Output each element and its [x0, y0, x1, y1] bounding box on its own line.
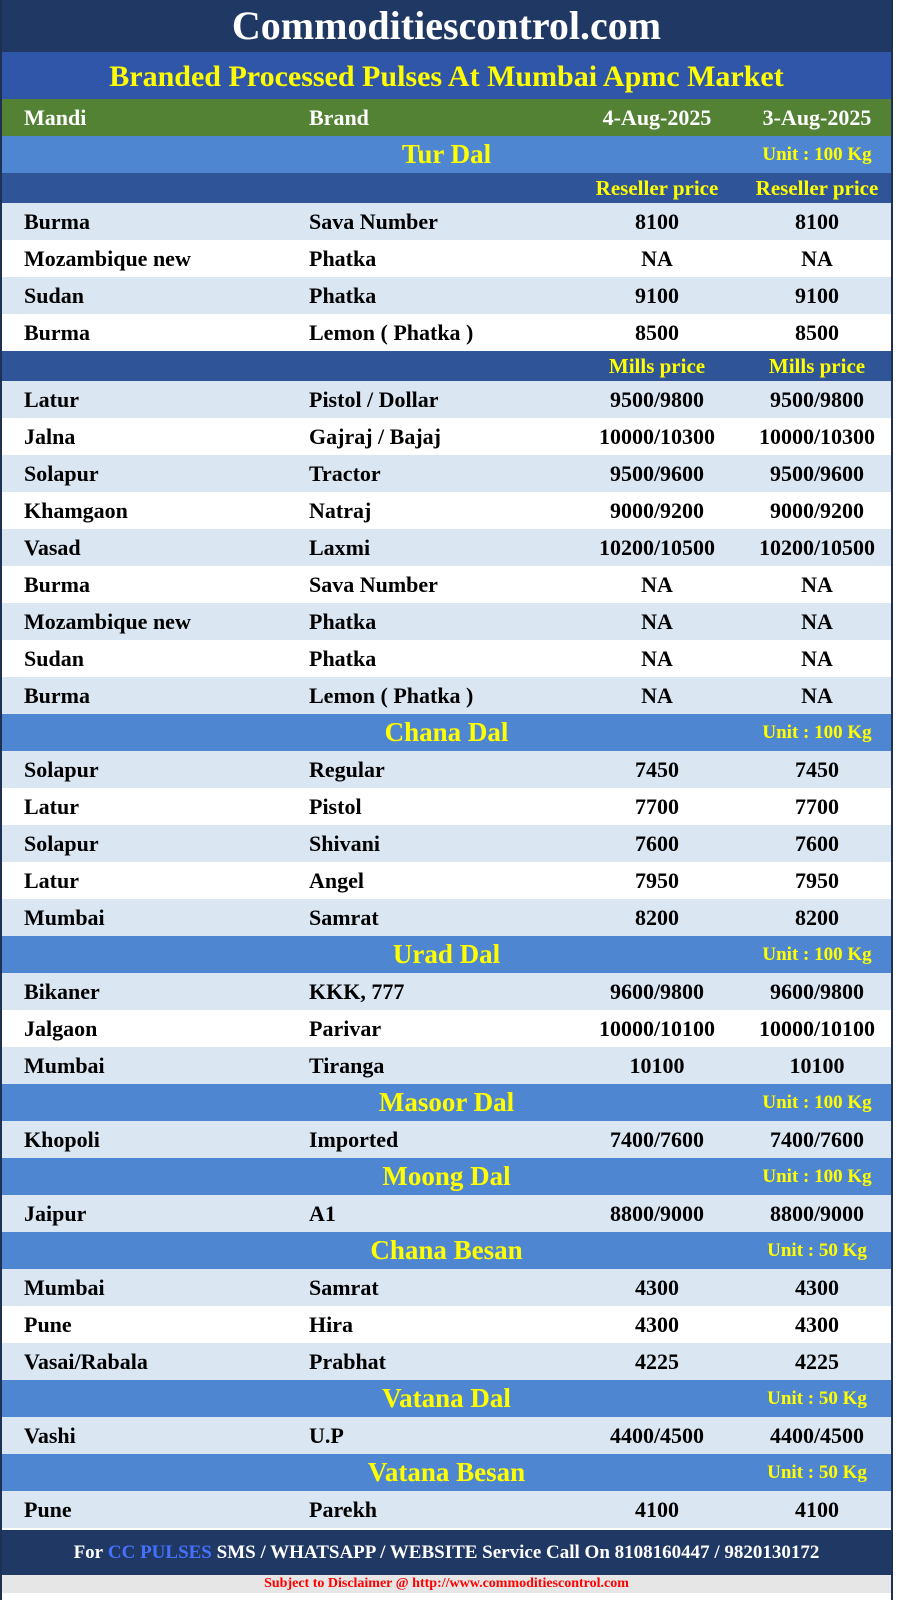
header-date-2: 3-Aug-2025 — [762, 104, 872, 130]
cell-price-date-1: NA — [641, 645, 673, 671]
cell-brand: Lemon ( Phatka ) — [309, 682, 474, 708]
section-unit: Unit : 100 Kg — [762, 721, 872, 743]
cell-mandi: Mumbai — [24, 1052, 105, 1078]
section-title: Chana Dal — [384, 717, 509, 747]
cell-price-date-2: 9500/9800 — [769, 386, 865, 412]
cell-price-date-2: 4300 — [795, 1311, 839, 1337]
cell-brand: Pistol / Dollar — [309, 386, 439, 412]
cell-mandi: Vashi — [24, 1422, 76, 1448]
cell-mandi: Latur — [24, 386, 79, 412]
cell-price-date-2: 10200/10500 — [758, 534, 876, 560]
section-unit: Unit : 100 Kg — [762, 943, 872, 965]
table-row — [2, 240, 891, 277]
cell-price-date-1: NA — [641, 608, 673, 634]
section-unit: Unit : 50 Kg — [767, 1461, 867, 1483]
cell-price-date-1: 9000/9200 — [609, 497, 705, 523]
cell-mandi: Sudan — [24, 645, 84, 671]
cell-mandi: Mumbai — [24, 1274, 105, 1300]
header-date-1: 4-Aug-2025 — [602, 104, 712, 130]
cell-brand: Regular — [309, 756, 385, 782]
cell-brand: Phatka — [309, 608, 377, 634]
table-group-vatana-besan — [2, 1491, 891, 1528]
table-row — [2, 529, 891, 566]
cell-mandi: Pune — [24, 1311, 72, 1337]
section-title: Urad Dal — [392, 939, 501, 969]
cell-price-date-2: 4225 — [795, 1348, 839, 1374]
table-row — [2, 1491, 891, 1528]
table-row — [2, 492, 891, 529]
cell-mandi: Latur — [24, 793, 79, 819]
cell-price-date-2: 4400/4500 — [769, 1422, 865, 1448]
footer-highlight: CC PULSES — [107, 1541, 212, 1563]
cell-price-date-2: 8100 — [795, 208, 839, 234]
table-row — [2, 1010, 891, 1047]
section-unit: Unit : 100 Kg — [762, 1165, 872, 1187]
footer-prefix: For — [73, 1541, 104, 1563]
cell-price-date-1: 4400/4500 — [609, 1422, 705, 1448]
cell-mandi: Jaipur — [24, 1200, 87, 1226]
section-title: Chana Besan — [370, 1235, 523, 1265]
section-title: Vatana Dal — [382, 1383, 511, 1413]
cell-brand: Shivani — [309, 830, 380, 856]
section-tur-dal — [2, 136, 891, 173]
subheader-label: Mills price — [608, 353, 706, 378]
table-group-tur-mills — [2, 381, 891, 714]
cell-price-date-2: NA — [801, 682, 833, 708]
section-unit: Unit : 50 Kg — [767, 1387, 867, 1409]
subheader-label: Reseller price — [595, 175, 719, 200]
table-group-moong-dal — [2, 1195, 891, 1232]
cell-price-date-2: 8500 — [795, 319, 839, 345]
section-unit: Unit : 100 Kg — [762, 143, 872, 165]
cell-brand: Lemon ( Phatka ) — [309, 319, 474, 345]
cell-mandi: Jalgaon — [24, 1015, 98, 1041]
header-mandi: Mandi — [24, 104, 87, 130]
section-vatana-dal — [2, 1380, 891, 1417]
section-chana-dal — [2, 714, 891, 751]
table-row — [2, 1306, 891, 1343]
cell-price-date-2: 4100 — [795, 1496, 839, 1522]
cell-brand: Samrat — [309, 904, 379, 930]
cell-price-date-2: 9500/9600 — [769, 460, 865, 486]
cell-brand: Phatka — [309, 282, 377, 308]
cell-price-date-2: 4300 — [795, 1274, 839, 1300]
footer-text: SMS / WHATSAPP / WEBSITE Service Call On 8108160447 / 9820130172 — [216, 1541, 820, 1563]
cell-brand: A1 — [309, 1200, 336, 1226]
cell-brand: Parivar — [309, 1015, 382, 1041]
cell-mandi: Mozambique new — [24, 245, 191, 271]
cell-price-date-1: 4100 — [635, 1496, 679, 1522]
table-row — [2, 1417, 891, 1454]
cell-mandi: Vasai/Rabala — [24, 1348, 148, 1374]
cell-price-date-2: 10000/10100 — [758, 1015, 876, 1041]
cell-price-date-2: NA — [801, 645, 833, 671]
cell-mandi: Vasad — [24, 534, 81, 560]
cell-brand: Laxmi — [309, 534, 371, 560]
section-title: Tur Dal — [401, 139, 492, 169]
subheader-mills-price — [2, 351, 891, 381]
cell-price-date-1: 7950 — [635, 867, 679, 893]
cell-brand: Prabhat — [309, 1348, 386, 1374]
section-vatana-besan — [2, 1454, 891, 1491]
cell-mandi: Jalna — [24, 423, 76, 449]
disclaimer-text: Subject to Disclaimer @ http://www.commoditiescontrol.com — [2, 1575, 891, 1593]
cell-price-date-1: 8800/9000 — [609, 1200, 705, 1226]
table-row — [2, 677, 891, 714]
cell-price-date-2: NA — [801, 608, 833, 634]
cell-brand: Pistol — [309, 793, 362, 819]
cell-price-date-1: 9100 — [635, 282, 679, 308]
cell-price-date-2: NA — [801, 571, 833, 597]
table-row — [2, 862, 891, 899]
cell-mandi: Burma — [24, 682, 90, 708]
table-group-chana-dal — [2, 751, 891, 936]
cell-price-date-2: 7450 — [795, 756, 839, 782]
table-row — [2, 566, 891, 603]
cell-mandi: Burma — [24, 208, 90, 234]
cell-price-date-1: 10000/10100 — [598, 1015, 716, 1041]
cell-brand: Tiranga — [309, 1052, 385, 1078]
table-group-tur-reseller — [2, 203, 891, 351]
cell-price-date-1: 10100 — [629, 1052, 685, 1078]
cell-mandi: Bikaner — [24, 978, 100, 1004]
cell-price-date-2: NA — [801, 245, 833, 271]
footer-contact-bar — [2, 1528, 891, 1575]
cell-brand: Samrat — [309, 1274, 379, 1300]
cell-brand: Sava Number — [309, 208, 438, 234]
cell-price-date-2: 8800/9000 — [769, 1200, 865, 1226]
cell-price-date-1: 7400/7600 — [609, 1126, 705, 1152]
section-title: Masoor Dal — [378, 1087, 515, 1117]
table-row — [2, 973, 891, 1010]
cell-mandi: Solapur — [24, 756, 99, 782]
table-group-vatana-dal — [2, 1417, 891, 1454]
cell-mandi: Mozambique new — [24, 608, 191, 634]
cell-price-date-2: 9100 — [795, 282, 839, 308]
cell-brand: Tractor — [309, 460, 381, 486]
cell-brand: Phatka — [309, 245, 377, 271]
table-row — [2, 1195, 891, 1232]
cell-price-date-2: 9600/9800 — [769, 978, 865, 1004]
cell-price-date-1: 10200/10500 — [598, 534, 716, 560]
cell-price-date-1: 4225 — [635, 1348, 679, 1374]
cell-brand: Natraj — [309, 497, 372, 523]
table-row — [2, 1343, 891, 1380]
table-row — [2, 314, 891, 351]
cell-price-date-1: 7700 — [635, 793, 679, 819]
cell-price-date-1: 7600 — [635, 830, 679, 856]
table-row — [2, 1121, 891, 1158]
cell-brand: Gajraj / Bajaj — [309, 423, 441, 449]
cell-price-date-2: 7950 — [795, 867, 839, 893]
section-masoor-dal — [2, 1084, 891, 1121]
cell-price-date-1: 8200 — [635, 904, 679, 930]
cell-price-date-1: 9600/9800 — [609, 978, 705, 1004]
cell-price-date-1: 10000/10300 — [598, 423, 716, 449]
table-group-masoor-dal — [2, 1121, 891, 1158]
table-row — [2, 640, 891, 677]
cell-brand: KKK, 777 — [309, 978, 405, 1004]
table-row — [2, 455, 891, 492]
cell-price-date-1: 9500/9800 — [609, 386, 705, 412]
cell-brand: Sava Number — [309, 571, 438, 597]
table-row — [2, 751, 891, 788]
cell-price-date-1: 4300 — [635, 1274, 679, 1300]
subheader-label: Reseller price — [755, 175, 879, 200]
table-row — [2, 381, 891, 418]
cell-brand: Parekh — [309, 1496, 378, 1522]
cell-mandi: Khamgaon — [24, 497, 128, 523]
cell-mandi: Solapur — [24, 830, 99, 856]
table-row — [2, 418, 891, 455]
cell-mandi: Latur — [24, 867, 79, 893]
report-subtitle: Branded Processed Pulses At Mumbai Apmc Market — [2, 52, 891, 99]
cell-price-date-2: 8200 — [795, 904, 839, 930]
cell-price-date-2: 10100 — [789, 1052, 845, 1078]
cell-price-date-1: NA — [641, 571, 673, 597]
header-brand: Brand — [309, 104, 369, 130]
cell-brand: U.P — [309, 1422, 344, 1448]
section-unit: Unit : 50 Kg — [767, 1239, 867, 1261]
table-group-urad-dal — [2, 973, 891, 1084]
table-row — [2, 277, 891, 314]
cell-price-date-2: 9000/9200 — [769, 497, 865, 523]
section-moong-dal — [2, 1158, 891, 1195]
table-row — [2, 788, 891, 825]
cell-brand: Hira — [309, 1311, 353, 1337]
section-chana-besan — [2, 1232, 891, 1269]
table-row — [2, 899, 891, 936]
cell-price-date-2: 7700 — [795, 793, 839, 819]
table-row — [2, 203, 891, 240]
cell-price-date-2: 10000/10300 — [758, 423, 876, 449]
cell-mandi: Burma — [24, 319, 90, 345]
cell-mandi: Solapur — [24, 460, 99, 486]
cell-mandi: Mumbai — [24, 904, 105, 930]
table-row — [2, 1047, 891, 1084]
column-header-row — [2, 99, 891, 136]
table-group-chana-besan — [2, 1269, 891, 1380]
subheader-label: Mills price — [768, 353, 866, 378]
cell-price-date-1: 9500/9600 — [609, 460, 705, 486]
cell-mandi: Sudan — [24, 282, 84, 308]
table-row — [2, 603, 891, 640]
table-row — [2, 825, 891, 862]
table-row — [2, 1269, 891, 1306]
section-urad-dal — [2, 936, 891, 973]
cell-mandi: Pune — [24, 1496, 72, 1522]
cell-price-date-1: 8500 — [635, 319, 679, 345]
cell-price-date-1: 7450 — [635, 756, 679, 782]
cell-price-date-2: 7400/7600 — [769, 1126, 865, 1152]
cell-brand: Angel — [309, 867, 364, 893]
section-title: Vatana Besan — [367, 1457, 526, 1487]
section-title: Moong Dal — [382, 1161, 511, 1191]
cell-price-date-1: NA — [641, 245, 673, 271]
cell-price-date-1: 4300 — [635, 1311, 679, 1337]
cell-mandi: Khopoli — [24, 1126, 100, 1152]
site-title: Commoditiescontrol.com — [2, 0, 891, 52]
cell-mandi: Burma — [24, 571, 90, 597]
cell-price-date-1: 8100 — [635, 208, 679, 234]
cell-brand: Phatka — [309, 645, 377, 671]
cell-price-date-1: NA — [641, 682, 673, 708]
section-unit: Unit : 100 Kg — [762, 1091, 872, 1113]
cell-brand: Imported — [309, 1126, 399, 1152]
cell-price-date-2: 7600 — [795, 830, 839, 856]
subheader-reseller-price — [2, 173, 891, 203]
